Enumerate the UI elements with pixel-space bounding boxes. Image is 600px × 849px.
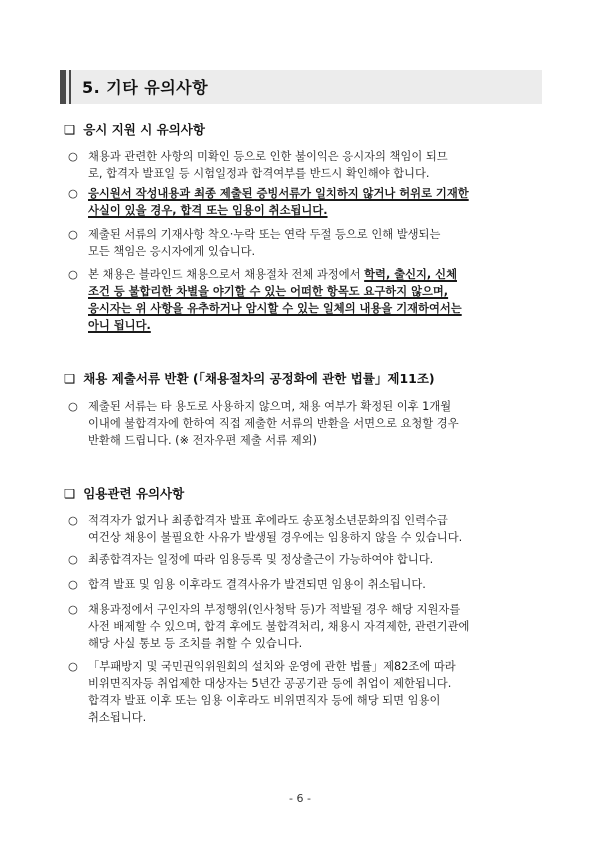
circle-bullet-icon: ○ [68,660,78,673]
section-heading-document-return: ❑ 채용 제출서류 반환 (「채용절차의 공정화에 관한 법률」제11조) [64,371,435,386]
section-heading-application: ❑ 응시 지원 시 유의사항 [64,122,205,137]
circle-bullet-icon: ○ [68,268,78,281]
square-bullet-icon: ❑ [64,371,76,386]
circle-bullet-icon: ○ [68,187,78,200]
circle-bullet-icon: ○ [68,578,78,591]
square-bullet-icon: ❑ [64,486,76,501]
section-heading-appointment: ❑ 임용관련 유의사항 [64,486,185,501]
circle-bullet-icon: ○ [68,553,78,566]
circle-bullet-icon: ○ [68,150,78,163]
circle-bullet-icon: ○ [68,603,78,616]
circle-bullet-icon: ○ [68,514,78,527]
circle-bullet-icon: ○ [68,400,78,413]
title-accent-bar-thin [69,70,71,104]
title-accent-bar [60,70,66,104]
document-page: 5. 기타 유의사항 ❑ 응시 지원 시 유의사항 ○ 채용과 관련한 사항의 미확인 등으로 인한 불이익은 응시자의 책임이 되므 로, 합격자 발표일 등 시험일정과 합격여부를 반드시 확인해야 합니다. ○ 응시원서 작성내용과 최종 제출된 증빙서류가 일치하지 않거나 허위로 기재한 사실이 있을 경우, 합격 또는 임용이 취소됩니다. ○ 제출된 서류의 기재사항 착오·누락 또는 연락 두절 등으로 인해 발생되는 모든 책임은 응시자에게 있습니다. ○ 본 채용은 블라인드 채용으로서 채용절차 전체 과정에서 학력, 출신지, 신체 조건 등 불합리한 차별을 야기할 수 있는 어떠한 항목도 요구하지 않으며, 응시자는 위 사항을 유추하거나 암시할 수 있는 일체의 내용을 기재하여서는 아니 됩니다. ❑ 채용 제출서류 반환 (「채용절차의 공정화에 관한 법률」제11조) ○ 제출된 서류는 타 용도로 사용하지 않으며, 채용 여부가 확정된 이후 1개월 이내에 불합격자에 한하여 직접 제출한 서류의 반환을 서면으로 요청할 경우 반환해 드립니다. (※ 전자우편 제출 서류 제외) ❑ 임용관련 유의사항 ○ 적격자가 없거나 최종합격자 발표 후에라도 송포청소년문화의집 인력수급 여건상 채용이 불필요한 사유가 발생될 경우에는 임용하지 않을 수 있습니다. ○ 최종합격자는 일정에 따라 임용등록 및 정상출근이 가능하여야 합니다. ○ 합격 발표 및 임용 이후라도 결격사유가 발견되면 임용이 취소됩니다. ○ 채용과정에서 구인자의 부정행위(인사청탁 등)가 적발될 경우 해당 지원자를 사전 배제할 수 있으며, 합격 후에도 불합격처리, 채용시 자격제한, 관련기관에 해당 사실 통보 등 조치를 취할 수 있습니다. ○ 「부패방지 및 국민권익위원회의 설치와 운영에 관한 법률」제82조에 따라 비위면직자등 취업제한 대상자는 5년간 공공기관 등에 취업이 제한됩니다. 합격자 발표 이후 또는 임용 이후라도 비위면직자 등에 해당 되면 임용이 취소됩니다. - 6 - [0,0,600,849]
page-number: - 6 - [289,792,311,805]
circle-bullet-icon: ○ [68,228,78,241]
section-title-box [60,70,542,104]
section-title: 5. 기타 유의사항 [82,78,209,97]
square-bullet-icon: ❑ [64,122,76,137]
